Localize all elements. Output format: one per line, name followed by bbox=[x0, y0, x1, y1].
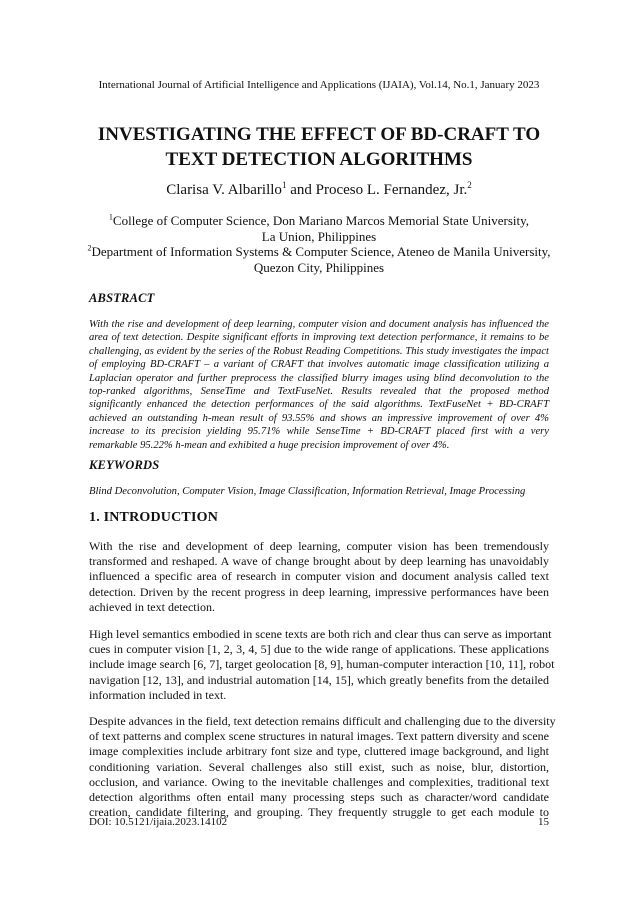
keywords-heading: KEYWORDS bbox=[89, 458, 160, 472]
affiliation-1-line-2: La Union, Philippines bbox=[261, 228, 377, 244]
body-line: With the rise and development of deep learning, computer vision has been tremendously bbox=[89, 539, 549, 553]
paper-title bbox=[60, 122, 578, 172]
page-number: 15 bbox=[538, 816, 549, 828]
body-line: include image search [6, 7], target geolocation [8, 9], human-computer interaction [10, 11], robot bbox=[89, 657, 555, 672]
abstract-line: of employing BD-CRAFT – a variant of CRAFT that involves automatic image classification utilizing a bbox=[89, 359, 549, 371]
affiliation-text: Department of Information Systems & Computer Science, Ateneo de Manila University, bbox=[91, 244, 551, 259]
body-line: achieved in text detection. bbox=[89, 599, 215, 614]
affiliations bbox=[60, 213, 578, 275]
abstract-line: With the rise and development of deep learning, computer vision and document analysis has influenced the bbox=[89, 319, 549, 330]
author-joiner: and bbox=[286, 182, 316, 198]
body-line: detection. Driven by the recent progress in deep learning, impressive performances have been bbox=[89, 584, 549, 599]
body-line: cues in computer vision [1, 2, 3, 4, 5] due to the wide range of applications. These applications bbox=[89, 642, 549, 657]
body-line: image complexities include arbitrary font size and type, cluttered image background, and light bbox=[89, 744, 549, 759]
title-line-2: TEXT DETECTION ALGORITHMS bbox=[165, 149, 473, 170]
abstract-line: Laplacian operator and further preprocess the classified blurry images using blind deconvolution to the bbox=[89, 372, 549, 384]
body-line: occlusion, and variance. Owing to the inevitable challenges and complexities, traditional text bbox=[89, 774, 549, 789]
intro-paragraph-2 bbox=[89, 627, 555, 703]
abstract-line: significantly enhanced the detection performances of the said algorithms. TextFuseNet + BD-CRAFT bbox=[89, 399, 549, 411]
body-line: conditioning variation. Several challenges also still exist, such as noise, blur, distortion, bbox=[89, 759, 549, 774]
doi-text: DOI: 10.5121/ijaia.2023.14102 bbox=[89, 816, 228, 828]
affiliation-1-line-1 bbox=[60, 213, 578, 229]
keywords-text: Blind Deconvolution, Computer Vision, Image Classification, Information Retrieval, Image Processing bbox=[89, 486, 526, 497]
introduction-heading: 1. INTRODUCTION bbox=[89, 510, 219, 525]
intro-paragraph-3 bbox=[89, 714, 556, 820]
abstract-line: achieved an outstanding h-mean result of 93.55% and shows an impressive improvement of over 4% bbox=[89, 412, 549, 424]
abstract-line: increase to its precision yielding 95.71% while SenseTime + BD-CRAFT placed first with a very bbox=[89, 426, 549, 438]
abstract-heading: ABSTRACT bbox=[89, 291, 155, 305]
running-header: International Journal of Artificial Intelligence and Applications (IJAIA), Vol.14, No.1, January 2023 bbox=[98, 79, 540, 91]
intro-paragraph-1 bbox=[89, 539, 549, 615]
author-name: Clarisa V. Albarillo bbox=[166, 182, 282, 198]
affiliation-mark: 1 bbox=[108, 212, 113, 222]
body-line: influenced a specific area of research in computer vision and document analysis called text bbox=[89, 569, 549, 584]
abstract-body bbox=[89, 318, 549, 452]
body-line: of text patterns and complex scene structures in natural images. Text pattern diversity and scene bbox=[89, 729, 549, 744]
abstract-line: remarkable 95.22% h-mean and exhibited a huge precision improvement of over 4%. bbox=[89, 439, 450, 451]
abstract-line: top-ranked algorithms, SenseTime and TextFuseNet. Results revealed that the proposed method bbox=[89, 386, 549, 398]
body-line: information included in text. bbox=[89, 687, 227, 702]
body-line: detection algorithms often entail many processing steps such as character/word candidate bbox=[89, 790, 549, 805]
title-line-1: INVESTIGATING THE EFFECT OF BD-CRAFT TO bbox=[97, 124, 541, 145]
body-line: creation, candidate filtering, and grouping. They frequently struggle to get each module to bbox=[89, 805, 549, 820]
author-name: Proceso L. Fernandez, Jr. bbox=[315, 182, 468, 198]
affiliation-text: College of Computer Science, Don Mariano Marcos Memorial State University, bbox=[112, 213, 530, 228]
author-list bbox=[0, 181, 638, 199]
affiliation-2-line-1 bbox=[60, 244, 578, 260]
abstract-line: challenging, as evident by the series of the Robust Reading Competitions. This study investigates the impact bbox=[89, 345, 549, 357]
abstract-line: area of text detection. Despite significant efforts in improving text detection performance, it remains to be bbox=[89, 332, 549, 344]
body-line: Despite advances in the field, text detection remains difficult and challenging due to the diversity bbox=[89, 714, 556, 728]
body-line: transformed and reshaped. A wave of change brought about by deep learning has unavoidably bbox=[89, 554, 549, 569]
body-line: navigation [12, 13], and industrial automation [14, 15], which greatly benefits from the detailed bbox=[89, 672, 549, 687]
affiliation-mark: 2 bbox=[87, 243, 92, 253]
affiliation-mark: 1 bbox=[281, 180, 287, 190]
body-line: High level semantics embodied in scene texts are both rich and clear thus can serve as important bbox=[89, 627, 552, 641]
affiliation-2-line-2: Quezon City, Philippines bbox=[253, 259, 385, 275]
affiliation-mark: 2 bbox=[467, 180, 472, 190]
